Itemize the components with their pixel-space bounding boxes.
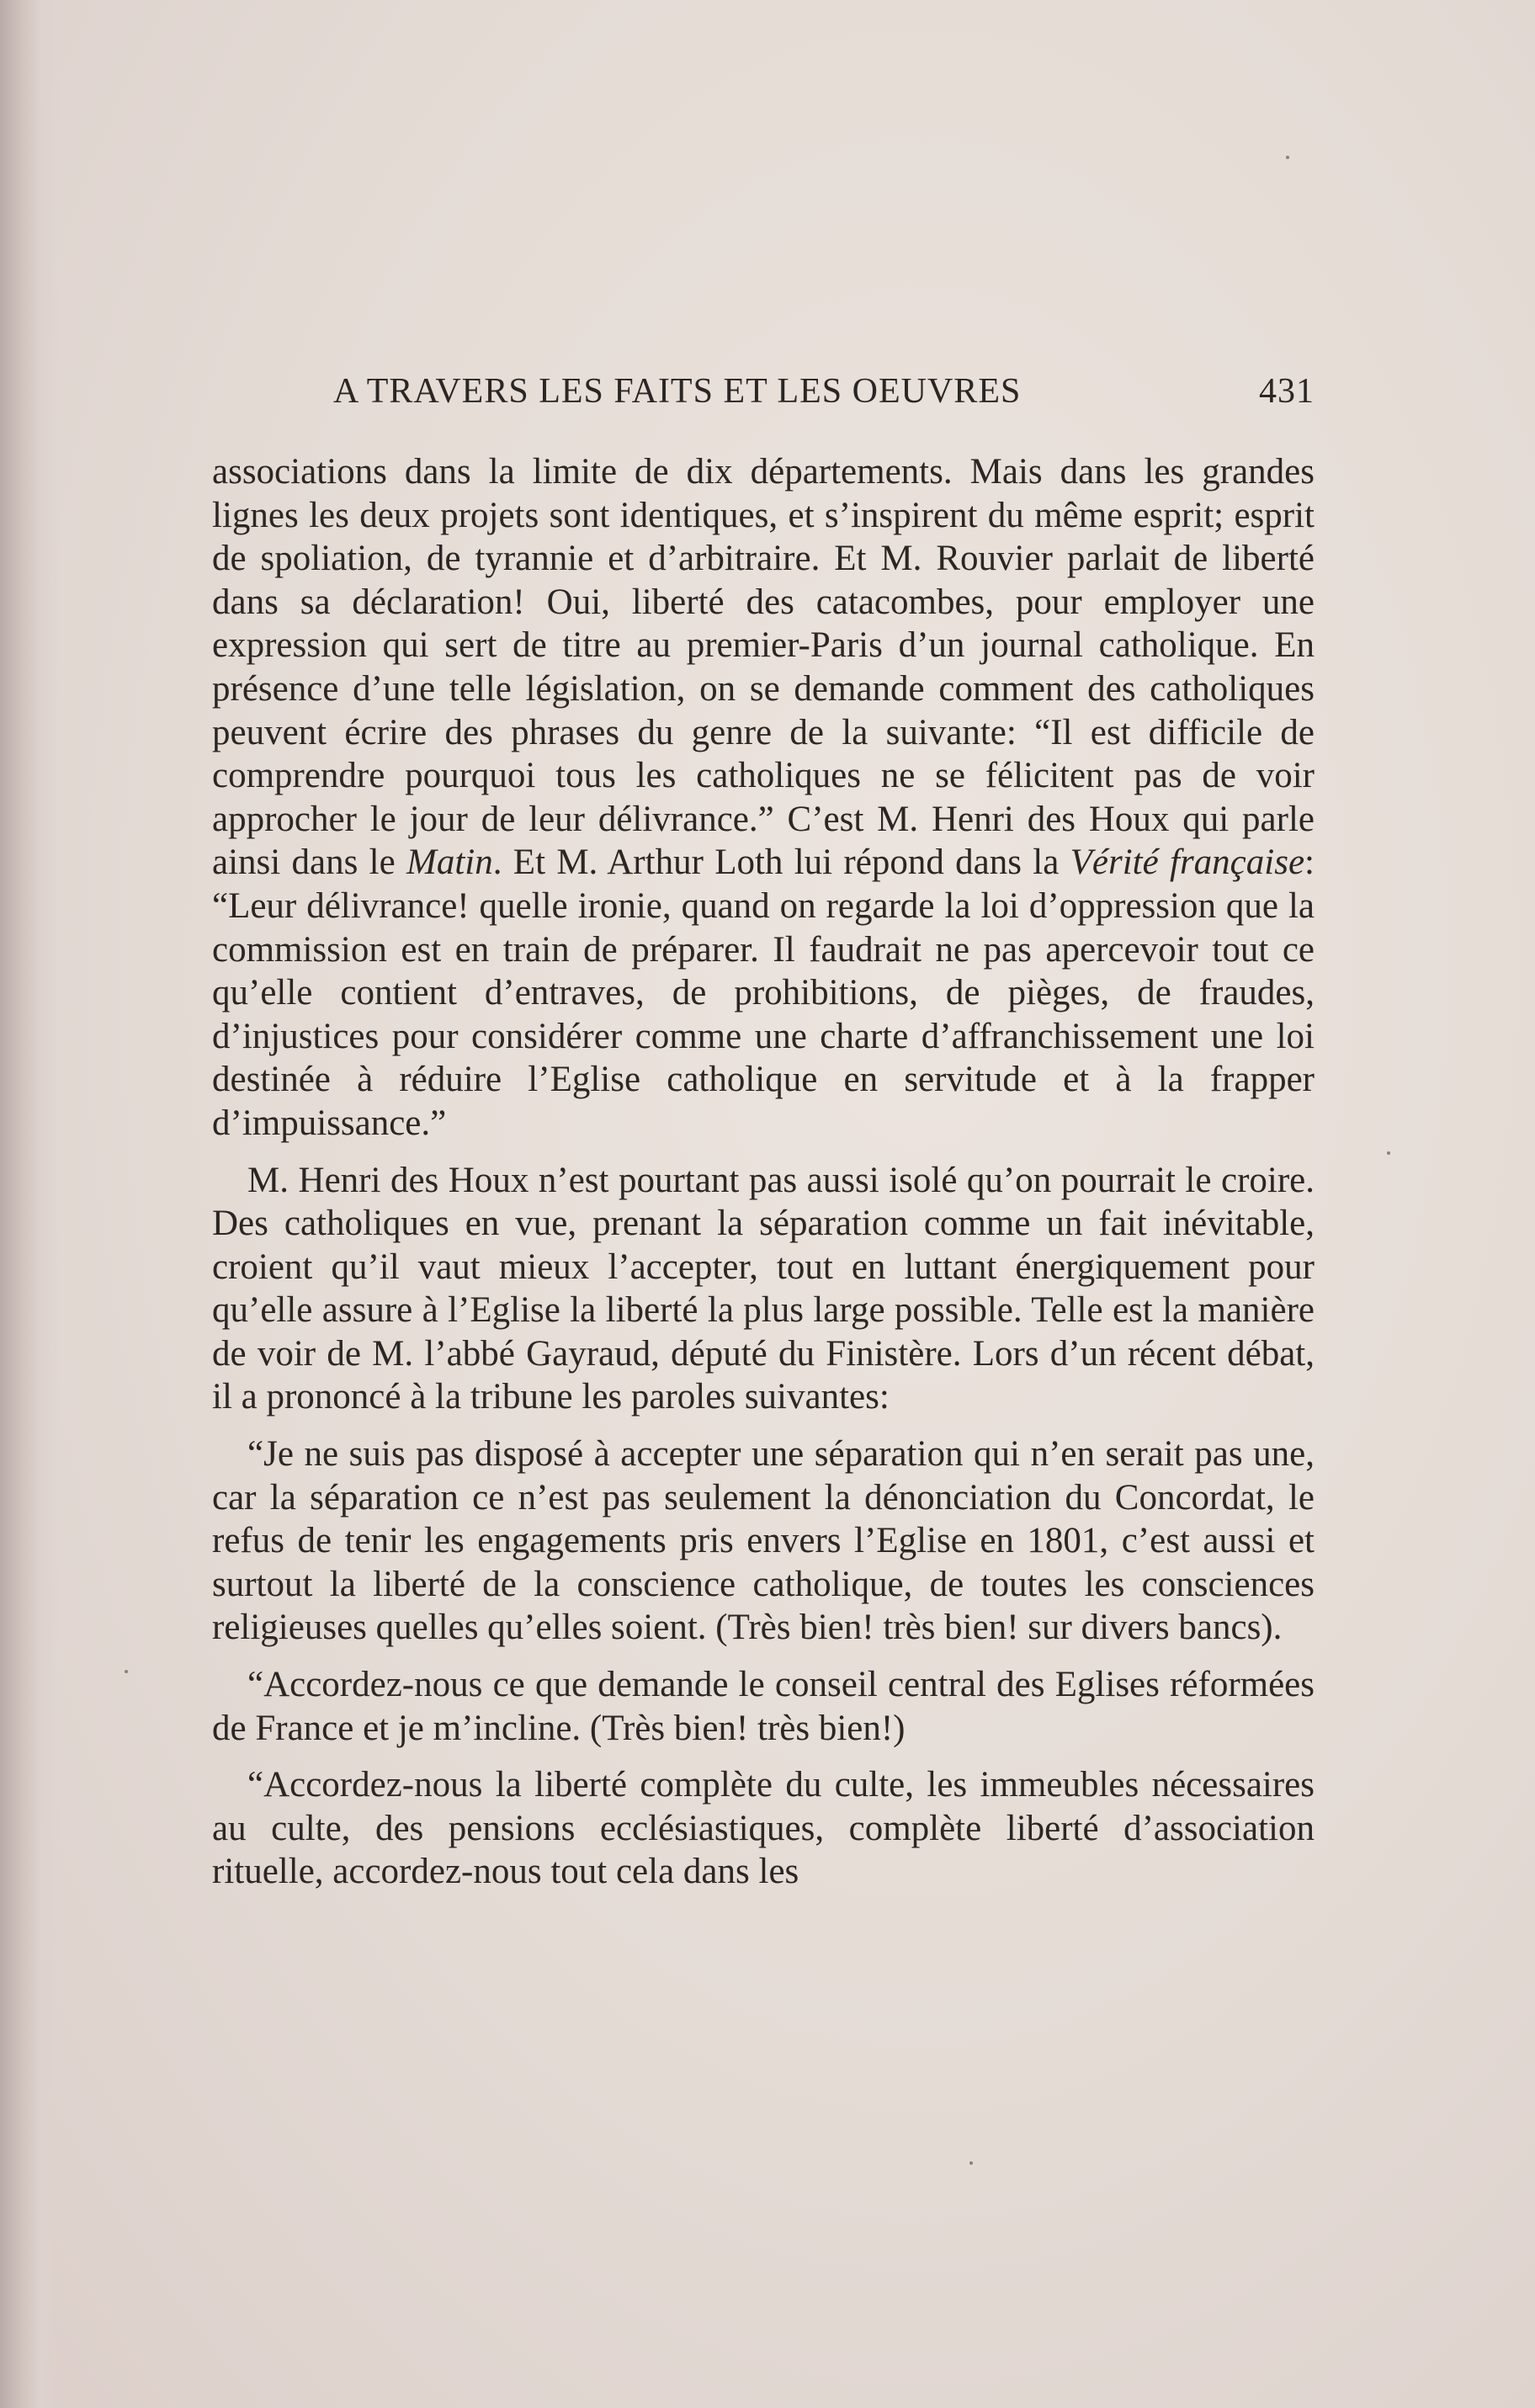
quote-paragraph-3: “Accordez-nous la liberté complète du culte, les immeubles nécessaires au culte, des pensions ecclésiastiques, complète liberté d’association rituelle, accordez-nous tout cela dans les [212, 1765, 1315, 1892]
running-head [333, 366, 1315, 417]
quote-paragraph-2: “Accordez-nous ce que demande le conseil central des Eglises réformées de France et je m’incline. (Très bien! très bien!) [212, 1665, 1315, 1748]
running-head-title: A TRAVERS LES FAITS ET LES OEUVRES [333, 372, 1022, 411]
paragraph-1 [212, 450, 1315, 1146]
newspaper-title-matin: Matin [406, 843, 493, 883]
paragraph-1-text-c: : “Leur délivrance! quelle ironie, quand on regarde la loi d’oppression que la commission est en train de préparer. Il faudrait ne pas apercevoir tout ce qu’elle contient d’entraves, de prohibitions, de pièges, de fraudes, d’injustices pour considérer comme une charte d’affranchissement une loi destinée à réduire l’Eglise catholique en servitude et à la frapper d’impuissance.” [212, 843, 1315, 1143]
paragraph-1-text-b: . Et M. Arthur Loth lui répond dans la [492, 843, 1070, 883]
paper-speck [1286, 156, 1289, 159]
paper-speck [125, 1670, 128, 1673]
paragraph-2: M. Henri des Houx n’est pourtant pas aussi isolé qu’on pourrait le croire. Des catholiques en vue, prenant la séparation comme un fait inévitable, croient qu’il vaut mieux l’accepter, tout en luttant énergiquement pour qu’elle assure à l’Eglise la liberté la plus large possible. Telle est la manière de voir de M. l’abbé Gayraud, député du Finistère. Lors d’un récent débat, il a prononcé à la tribune les paroles suivantes: [212, 1160, 1315, 1417]
paper-speck [969, 2161, 973, 2165]
newspaper-title-verite-francaise: Vérité française [1070, 843, 1305, 883]
paragraph-1-text-a: associations dans la limite de dix départements. Mais dans les grandes lignes les deux projets sont identiques, et s’inspirent du même esprit; esprit de spoliation, de tyrannie et d’arbitraire. Et M. Rouvier parlait de liberté dans sa déclaration! Oui, liberté des catacombes, pour employer une expression qui sert de titre au premier-Paris d’un journal catholique. En présence d’une telle législation, on se demande comment des catholiques peuvent écrire des phrases du genre de la suivante: “Il est difficile de comprendre pourquoi tous les catholiques ne se félicitent pas de voir approcher le jour de leur délivrance.” C’est M. Henri des Houx qui parle ainsi dans le [212, 452, 1315, 883]
body-text [212, 450, 1315, 1907]
page-number: 431 [1259, 372, 1315, 411]
quote-paragraph-1: “Je ne suis pas disposé à accepter une séparation qui n’en serait pas une, car la séparation ce n’est pas seulement la dénonciation du Concordat, le refus de tenir les engagements pris envers l’Eglise en 1801, c’est aussi et surtout la liberté de la conscience catholique, de toutes les consciences religieuses quelles qu’elles soient. (Très bien! très bien! sur divers bancs). [212, 1434, 1315, 1648]
binding-gutter-shadow [0, 0, 59, 2408]
paper-speck [1387, 1151, 1390, 1155]
